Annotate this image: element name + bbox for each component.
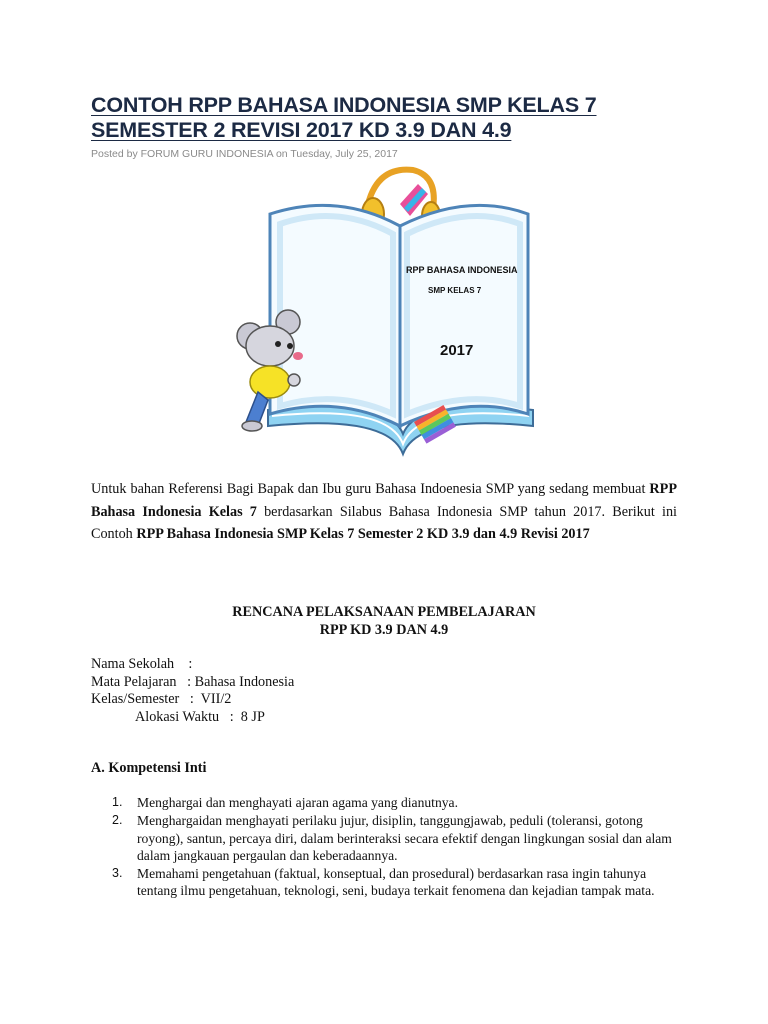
book-cover-title-line-2: SMP KELAS 7 <box>428 286 482 295</box>
list-item-text: Memahami pengetahuan (faktual, konseptual, dan prosedural) berdasarkan rasa ingin tahunya tentang ilmu pengetahuan, teknologi, seni, budaya terkait fenomena dan kejadian tampak mata. <box>137 866 655 899</box>
info-mata-pelajaran: Mata Pelajaran : Bahasa Indonesia <box>91 673 295 690</box>
info-kelas-semester: Kelas/Semester : VII/2 <box>91 691 232 707</box>
intro-bold-2: RPP Bahasa Indonesia SMP Kelas 7 Semester 2 KD 3.9 dan 4.9 Revisi 2017 <box>136 526 590 542</box>
post-title-line-2[interactable]: SEMESTER 2 REVISI 2017 KD 3.9 DAN 4.9 <box>91 118 512 142</box>
intro-paragraph <box>91 478 677 546</box>
post-byline: Posted by FORUM GURU INDONESIA on Tuesday, July 25, 2017 <box>91 148 398 160</box>
rpp-heading <box>91 603 677 639</box>
list-item <box>112 794 678 811</box>
list-item-number: 2. <box>112 813 123 828</box>
list-item-number: 1. <box>112 795 123 809</box>
list-item-text: Menghargaidan menghayati perilaku jujur, disiplin, tanggungjawab, peduli (toleransi, gotong royong), santun, percaya diri, dalam berinteraksi secara efektif dengan lingkungan sosial dan alam dalam jangkauan pergaulan dan keberadaannya. <box>137 813 672 863</box>
list-item-number: 3. <box>112 866 123 881</box>
list-item <box>112 812 678 864</box>
intro-text-1: Untuk bahan Referensi Bagi Bapak dan Ibu guru Bahasa Indoenesia SMP yang sedang membuat <box>91 481 650 497</box>
intro-text-2: berdasarkan Silabus Bahasa Indonesia SMP tahun 2017. Berikut ini Contoh <box>91 503 677 542</box>
post-title-line-1[interactable]: CONTOH RPP BAHASA INDONESIA SMP KELAS 7 <box>91 93 597 117</box>
post-title[interactable] <box>91 93 691 143</box>
identity-block <box>91 656 294 726</box>
intro-bold-1: RPP Bahasa Indonesia Kelas 7 <box>91 481 677 520</box>
info-nama-sekolah: Nama Sekolah : <box>91 656 193 672</box>
list-item <box>112 865 678 900</box>
section-heading-kompetensi-inti: A. Kompetensi Inti <box>91 760 207 776</box>
rpp-heading-line-1: RENCANA PELAKSANAAN PEMBELAJARAN <box>232 604 536 620</box>
open-book-with-mouse-illustration <box>228 164 540 464</box>
list-item-text: Menghargai dan menghayati ajaran agama yang dianutnya. <box>137 795 458 810</box>
book-cover-year: 2017 <box>440 342 474 359</box>
info-alokasi-waktu: Alokasi Waktu : 8 JP <box>135 708 265 725</box>
book-cover-title-line-1: RPP BAHASA INDONESIA <box>406 265 518 275</box>
rpp-heading-line-2: RPP KD 3.9 DAN 4.9 <box>319 622 449 638</box>
kompetensi-inti-list <box>112 794 678 901</box>
